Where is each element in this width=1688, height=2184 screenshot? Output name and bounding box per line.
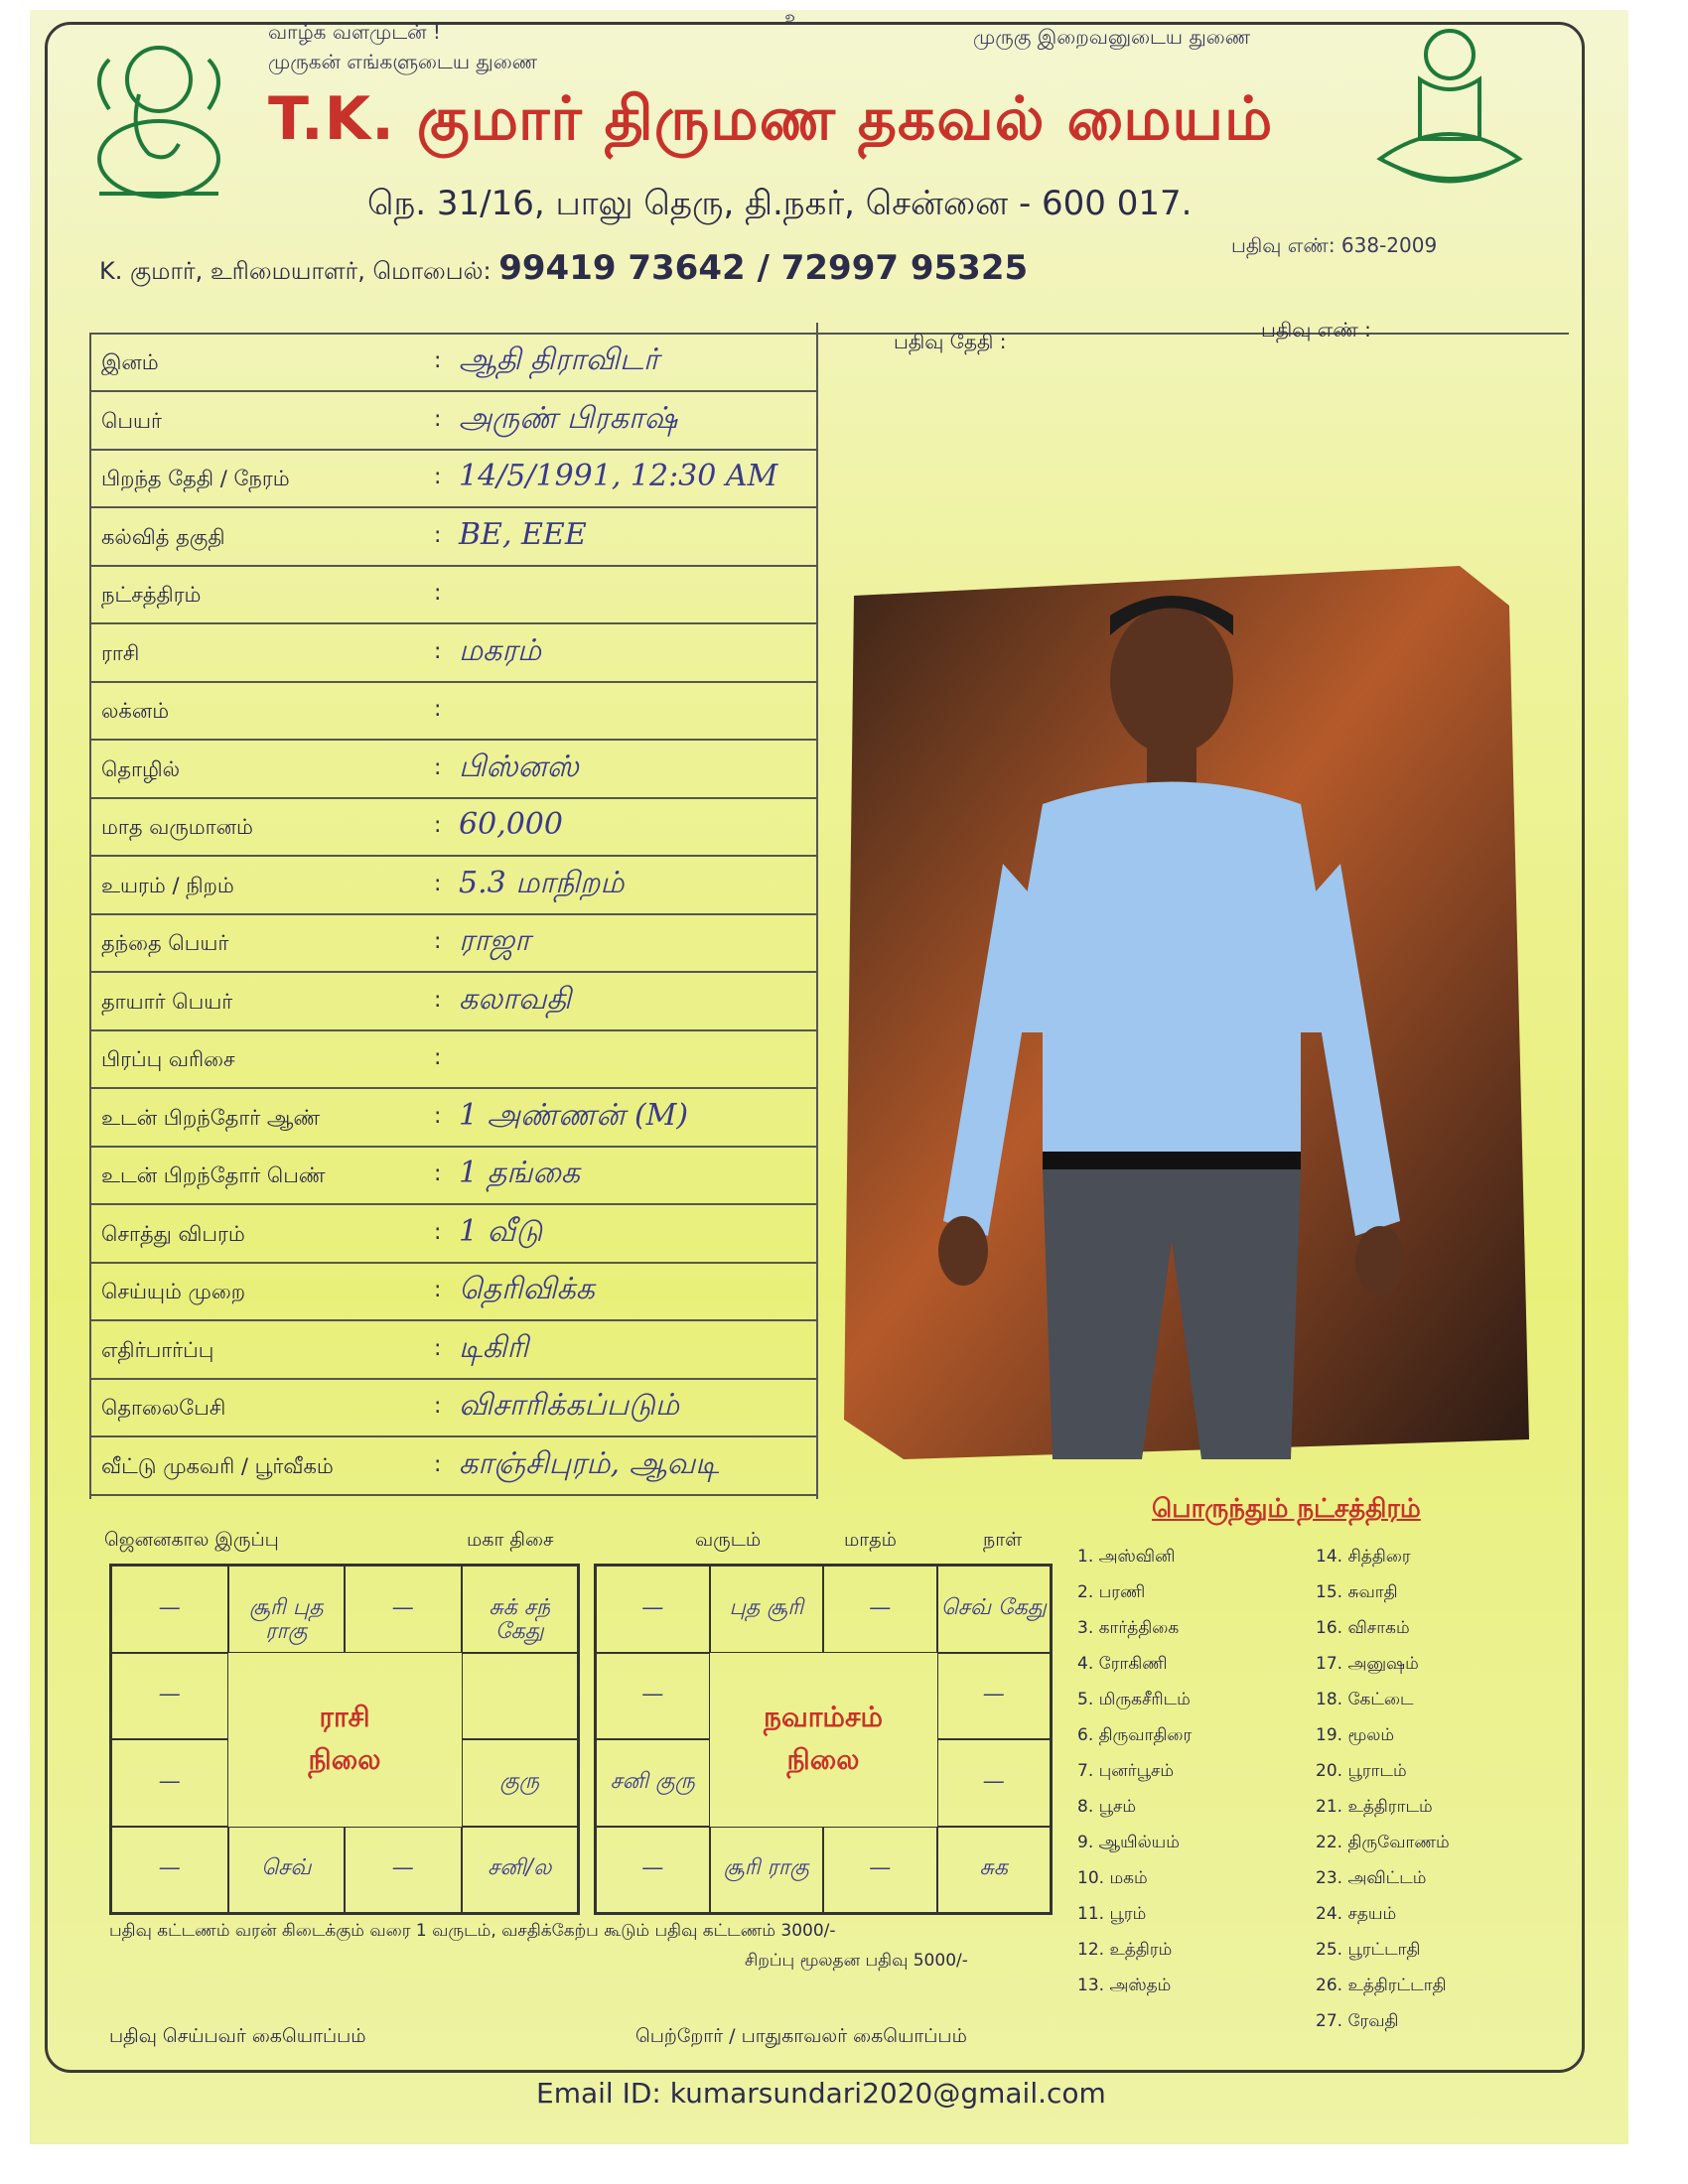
star-item: 1. அஸ்வினி [1077,1547,1176,1567]
detail-colon: : [434,1278,442,1302]
chart-house [462,1739,579,1827]
detail-value: 1 வீடு [459,1213,543,1249]
star-item: 10. மகம் [1077,1868,1148,1888]
detail-value: தெரிவிக்க [459,1272,595,1306]
detail-colon: : [434,406,442,432]
fee-line2: சிறப்பு மூலதன பதிவு 5000/- [745,1951,968,1971]
chart-house-text: — [982,1682,1005,1707]
detail-colon: : [434,581,442,606]
detail-colon: : [434,1103,442,1129]
detail-row [91,1031,816,1089]
detail-label: கல்வித் தகுதி [101,524,225,549]
detail-row [91,683,816,741]
detail-label: வீட்டு முகவரி / பூர்வீகம் [101,1453,334,1478]
detail-row [91,393,816,451]
star-item: 24. சதயம் [1316,1904,1397,1924]
detail-row [91,451,816,508]
chart-title-line2: நிலை [786,1743,860,1777]
detail-label: தந்தை பெயர் [101,931,229,955]
detail-row [91,1264,816,1321]
chart-house [111,1653,228,1740]
detail-value: ராஜா [459,923,530,958]
rasi-chart [109,1564,580,1915]
registration-number-top: பதிவு எண்: 638-2009 [1231,233,1438,257]
phone-numbers: 99419 73642 / 72997 95325 [498,248,1029,288]
detail-colon: : [434,1045,442,1070]
star-item: 3. கார்த்திகை [1077,1618,1180,1638]
chart-house [596,1653,710,1740]
detail-row [91,509,816,567]
chart-house-text: — [158,1594,181,1620]
chart-house-text: — [869,1855,892,1881]
detail-row [91,1148,816,1205]
ganesha-icon [70,20,248,208]
chart-house-text: — [641,1594,664,1620]
star-item: 13. அஸ்தம் [1077,1976,1172,1995]
contact-line [99,248,1028,288]
detail-colon: : [434,1394,442,1419]
detail-value: 1 அண்ணன் (M) [459,1097,689,1133]
detail-label: உடன் பிறந்தோர் பெண் [101,1163,326,1187]
detail-value: காஞ்சிபுரம், ஆவடி [459,1445,720,1481]
matching-stars-left [1077,1547,1192,2011]
chart-house-text: — [158,1768,181,1794]
detail-label: உயரம் / நிறம் [101,873,234,897]
chart-house-text: — [158,1682,181,1707]
chart-house [462,1653,579,1740]
detail-colon: : [434,1219,442,1245]
chart-house [462,1827,579,1914]
detail-label: ராசி [101,640,140,665]
detail-row [91,1206,816,1264]
chart-house [228,1827,346,1914]
chart-house [345,1566,462,1653]
detail-colon: : [434,987,442,1013]
email-address: Email ID: kumarsundari2020@gmail.com [536,2077,1106,2110]
detail-value: கலாவதி [459,981,572,1017]
applicant-signature-label: பதிவு செய்பவர் கையொப்பம் [109,2025,366,2047]
detail-label: பிரப்பு வரிசை [101,1047,235,1071]
chart-house-text: — [391,1855,414,1881]
star-item: 20. பூராடம் [1316,1761,1407,1781]
chart-house-text: சுக [979,1855,1008,1881]
star-item: 23. அவிட்டம் [1316,1868,1427,1888]
detail-colon: : [434,348,442,373]
reg-no-label: பதிவு எண் : [1261,318,1371,341]
chart-house [345,1827,462,1914]
chart-house [823,1566,937,1653]
chart-house [596,1739,710,1827]
star-item: 6. திருவாதிரை [1077,1725,1193,1745]
detail-row [91,567,816,624]
detail-row [91,742,816,799]
detail-colon: : [434,813,442,838]
detail-colon: : [434,697,442,722]
detail-label: தொலைபேசி [101,1396,226,1420]
detail-value: 5.3 மாநிறம் [459,865,625,900]
chart-house [937,1827,1052,1914]
detail-label: உடன் பிறந்தோர் ஆண் [101,1105,321,1130]
matching-stars-title: பொருந்தும் நட்சத்திரம் [1152,1494,1421,1524]
detail-row [91,1438,816,1496]
detail-label: பிறந்த தேதி / நேரம் [101,467,290,490]
star-item: 2. பரணி [1077,1582,1146,1602]
naal-label: நாள் [983,1529,1023,1551]
chart-house-text: சனி குரு [610,1768,695,1794]
fee-line1: பதிவு கட்டணம் வரன் கிடைக்கும் வரை 1 வருடம், வசதிக்கேற்ப கூடும் பதிவு கட்டணம் 3000/- [109,1921,836,1941]
detail-row [91,335,816,392]
star-item: 12. உத்திரம் [1077,1940,1173,1960]
chart-house-text: சனி/ல [488,1855,552,1881]
star-item: 16. விசாகம் [1316,1618,1410,1638]
detail-value: டிகிரி [459,1329,529,1365]
detail-row [91,799,816,857]
detail-label: லக்னம் [101,699,170,723]
detail-row [91,1322,816,1380]
chart-title-line1: ராசி [319,1700,370,1733]
chart-house [596,1566,710,1653]
chart-house-text: செவ் [261,1855,312,1881]
detail-value: BE, EEE [459,516,587,552]
varudam-label: வருடம் [695,1529,762,1551]
proprietor: K. குமார், உரிமையாளர், மொபைல்: [99,257,492,285]
detail-row [91,974,816,1031]
detail-value: 60,000 [459,807,563,842]
chart-house [937,1566,1052,1653]
detail-label: இனம் [101,350,159,374]
detail-label: நட்சத்திரம் [101,583,202,607]
top-right-line: முருகு இறைவனுடைய துணை [973,25,1251,49]
detail-value: ஆதி திராவிடர் [459,342,659,377]
chart-house [228,1566,346,1653]
reg-date-label: பதிவு தேதி : [894,330,1007,353]
star-item: 4. ரோகிணி [1077,1654,1168,1674]
detail-value: மகரம் [459,632,541,668]
star-item: 25. பூரட்டாதி [1316,1940,1421,1960]
chart-house [710,1827,824,1914]
detail-colon: : [434,754,442,780]
detail-colon: : [434,1335,442,1361]
detail-label: தாயார் பெயர் [101,989,233,1014]
detail-label: சொத்து விபரம் [101,1221,245,1246]
navamsa-chart [594,1564,1053,1915]
detail-colon: : [434,1161,442,1186]
chart-house-text: — [158,1855,181,1881]
star-item: 18. கேட்டை [1316,1690,1414,1709]
profile-photo [844,566,1539,1459]
chart-house [823,1827,937,1914]
star-item: 7. புனர்பூசம் [1077,1761,1175,1781]
top-center-symbol: உ [784,5,803,29]
top-left-line1: வாழ்க வளமுடன் ! [268,20,441,44]
chart-house-text: — [869,1594,892,1620]
detail-value: விசாரிக்கப்படும் [459,1388,679,1423]
star-item: 27. ரேவதி [1316,2011,1399,2031]
star-item: 8. பூசம் [1077,1797,1137,1817]
chart-house-text: — [641,1855,664,1881]
chart-house-text: சுக் சந் கேது [489,1594,551,1644]
star-item: 19. மூலம் [1316,1725,1395,1745]
detail-value: அருண் பிரகாஷ் [459,400,678,436]
chart-house-text: சூரி புத ராகு [248,1594,324,1644]
chart-house [596,1827,710,1914]
detail-colon: : [434,638,442,664]
detail-label: மாத வருமானம் [101,815,253,839]
parent-signature-label: பெற்றோர் / பாதுகாவலர் கையொப்பம் [635,2025,967,2047]
detail-row [91,1090,816,1148]
detail-row [91,1380,816,1437]
detail-label: பெயர் [101,408,162,433]
star-item: 21. உத்திராடம் [1316,1797,1433,1817]
detail-label: தொழில் [101,756,181,781]
chart-house [111,1827,228,1914]
dasai-label: மகா திசை [467,1529,554,1551]
chart-house-text: செவ் கேது [940,1594,1047,1620]
detail-value: 1 தங்கை [459,1156,581,1190]
chart-house-text: — [391,1594,414,1620]
chart-title-line2: நிலை [308,1743,381,1777]
page-title: T.K. குமார் திருமண தகவல் மையம் [268,84,1274,154]
table-mid-border [816,323,818,1499]
matham-label: மாதம் [844,1529,897,1551]
detail-row [91,915,816,973]
chart-house [710,1566,824,1653]
detail-colon: : [434,929,442,954]
chart-house [462,1566,579,1653]
detail-label: செய்யும் முறை [101,1280,246,1303]
chart-title-line1: நவாம்சம் [764,1700,883,1733]
chart-house [937,1739,1052,1827]
star-item: 17. அனுஷம் [1316,1654,1419,1674]
star-item: 14. சித்திரை [1316,1547,1411,1567]
detail-row [91,625,816,683]
detail-colon: : [434,1451,442,1477]
jenma-iruppu-label: ஜெனனகால இருப்பு [104,1529,279,1551]
detail-value: பிஸ்னஸ் [459,749,579,784]
chart-house-text: குரு [499,1768,540,1794]
detail-colon: : [434,871,442,896]
detail-colon: : [434,522,442,548]
chart-house-text: — [982,1768,1005,1794]
star-item: 22. திருவோணம் [1316,1833,1450,1852]
address: நெ. 31/16, பாலு தெரு, தி.நகர், சென்னை - 600 017. [367,184,1193,223]
star-item: 5. மிருகசீரிடம் [1077,1690,1191,1709]
star-item: 11. பூரம் [1077,1904,1147,1924]
matching-stars-right [1316,1547,1450,2047]
chart-house-text: சூரி ராகு [723,1855,809,1881]
chart-house-text: — [641,1682,664,1707]
chart-house-text: புத சூரி [729,1594,804,1620]
star-item: 26. உத்திரட்டாதி [1316,1976,1447,1995]
detail-colon: : [434,465,442,489]
detail-value: 14/5/1991, 12:30 AM [459,459,778,493]
chart-house [937,1653,1052,1740]
star-item: 9. ஆயில்யம் [1077,1833,1180,1852]
chart-house [111,1566,228,1653]
lakshmi-icon [1360,10,1539,199]
chart-house [111,1739,228,1827]
detail-row [91,858,816,915]
star-item: 15. சுவாதி [1316,1582,1398,1602]
top-left-line2: முருகன் எங்களுடைய துணை [268,50,538,73]
detail-label: எதிர்பார்ப்பு [101,1337,214,1362]
